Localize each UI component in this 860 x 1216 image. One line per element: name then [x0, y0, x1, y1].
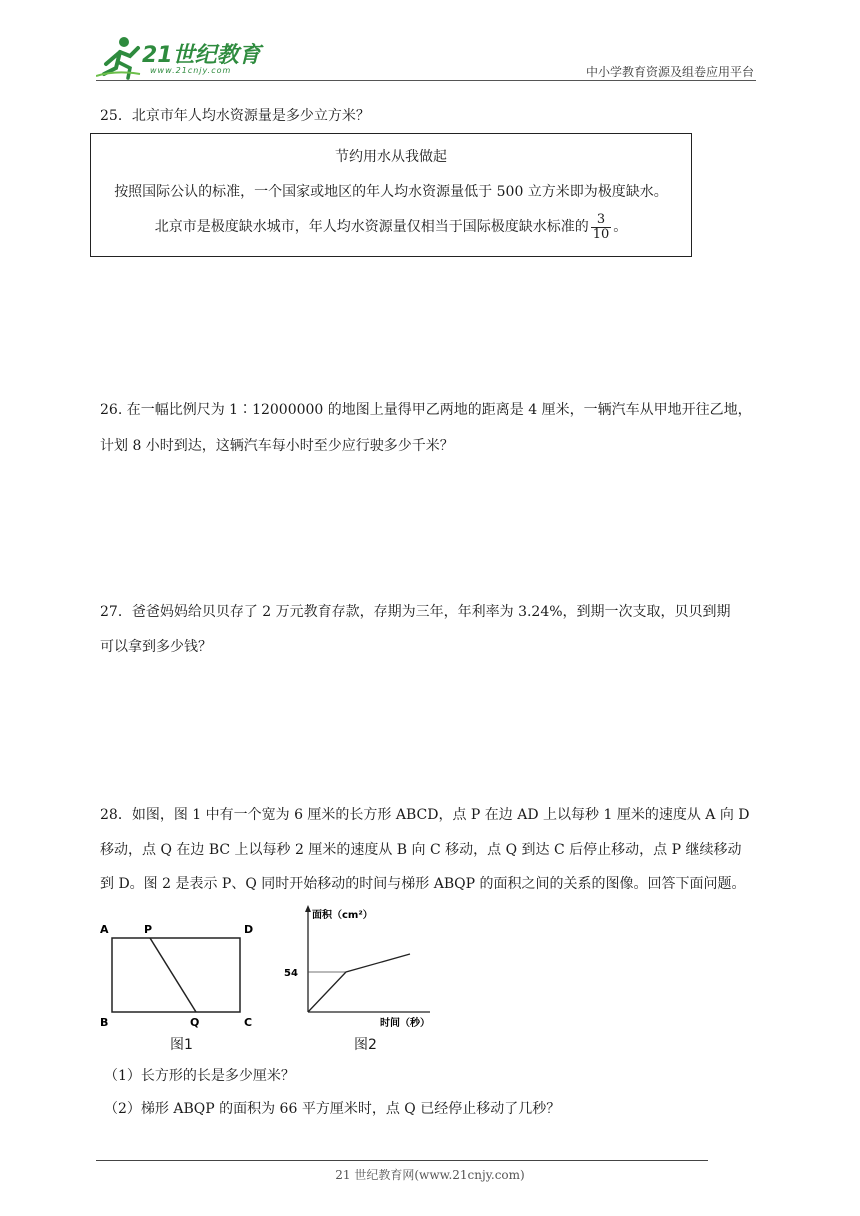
- box-line-2-text: 北京市是极度缺水城市，年人均水资源量仅相当于国际极度缺水标准的: [154, 219, 589, 235]
- figure-1-caption: 图1: [170, 1037, 193, 1053]
- question-27-line-1: 27．爸爸妈妈给贝贝存了 2 万元教育存款，存期为三年，年利率为 3.24%，到期一次支取，贝贝到期: [100, 604, 731, 620]
- area-time-line: [308, 954, 410, 1012]
- box-line-2-end: 。: [613, 219, 628, 235]
- question-25: 25．北京市年人均水资源量是多少立方米？: [100, 108, 370, 124]
- fraction-denominator: 10: [592, 226, 610, 242]
- label-q: Q: [190, 1016, 200, 1029]
- box-line-1: 按照国际公认的标准，一个国家或地区的年人均水资源量低于 500 立方米即为极度缺水。: [114, 184, 668, 200]
- rectangle-abcd: [112, 938, 240, 1012]
- figure-2-graph: [280, 902, 440, 1034]
- label-c: C: [244, 1016, 253, 1029]
- question-28-sub-1: （1）长方形的长是多少厘米？: [104, 1068, 295, 1084]
- segment-pq: [150, 938, 196, 1012]
- question-28-line-2: 移动，点 Q 在边 BC 上以每秒 2 厘米的速度从 B 向 C 移动，点 Q 到达 C 后停止移动，点 P 继续移动: [100, 842, 742, 858]
- label-a: A: [100, 923, 109, 936]
- tick-54: 54: [284, 968, 298, 979]
- question-28-sub-2: （2）梯形 ABQP 的面积为 66 平方厘米时，点 Q 已经停止移动了几秒？: [104, 1101, 561, 1117]
- figure-1-rectangle: [96, 918, 266, 1036]
- fraction-numerator: 3: [591, 213, 612, 228]
- y-axis-label: 面积（cm²）: [312, 910, 373, 921]
- header-platform-text: 中小学教育资源及组卷应用平台: [585, 65, 754, 79]
- fraction: [591, 213, 612, 242]
- label-d: D: [244, 923, 254, 936]
- footer-divider: [96, 1160, 708, 1161]
- question-27-line-2: 可以拿到多少钱？: [100, 639, 212, 655]
- question-26-line-2: 计划 8 小时到达，这辆汽车每小时至少应行驶多少千米？: [100, 438, 454, 454]
- box-title: 节约用水从我做起: [335, 149, 447, 165]
- label-p: P: [144, 923, 153, 936]
- x-axis-label: 时间（秒）: [380, 1018, 430, 1029]
- question-28-line-1: 28．如图，图 1 中有一个宽为 6 厘米的长方形 ABCD，点 P 在边 AD 上以每秒 1 厘米的速度从 A 向 D: [100, 807, 750, 823]
- y-axis-arrow-icon: [305, 905, 311, 912]
- box-line-2: [91, 210, 691, 244]
- header-divider: [96, 80, 756, 81]
- question-28-line-3: 到 D。图 2 是表示 P、Q 同时开始移动的时间与梯形 ABQP 的面积之间的关系的图像。回答下面问题。: [100, 876, 746, 892]
- water-info-box: [90, 133, 692, 257]
- logo-text: 21世纪教育: [142, 43, 261, 68]
- label-b: B: [100, 1016, 109, 1029]
- logo-url: www.21cnjy.com: [150, 66, 232, 75]
- figure-2-caption: 图2: [354, 1037, 377, 1053]
- question-26-line-1: 26. 在一幅比例尺为 1∶12000000 的地图上量得甲乙两地的距离是 4 厘米，一辆汽车从甲地开往乙地，: [100, 402, 752, 418]
- footer-text: 21 世纪教育网(www.21cnjy.com): [335, 1168, 525, 1182]
